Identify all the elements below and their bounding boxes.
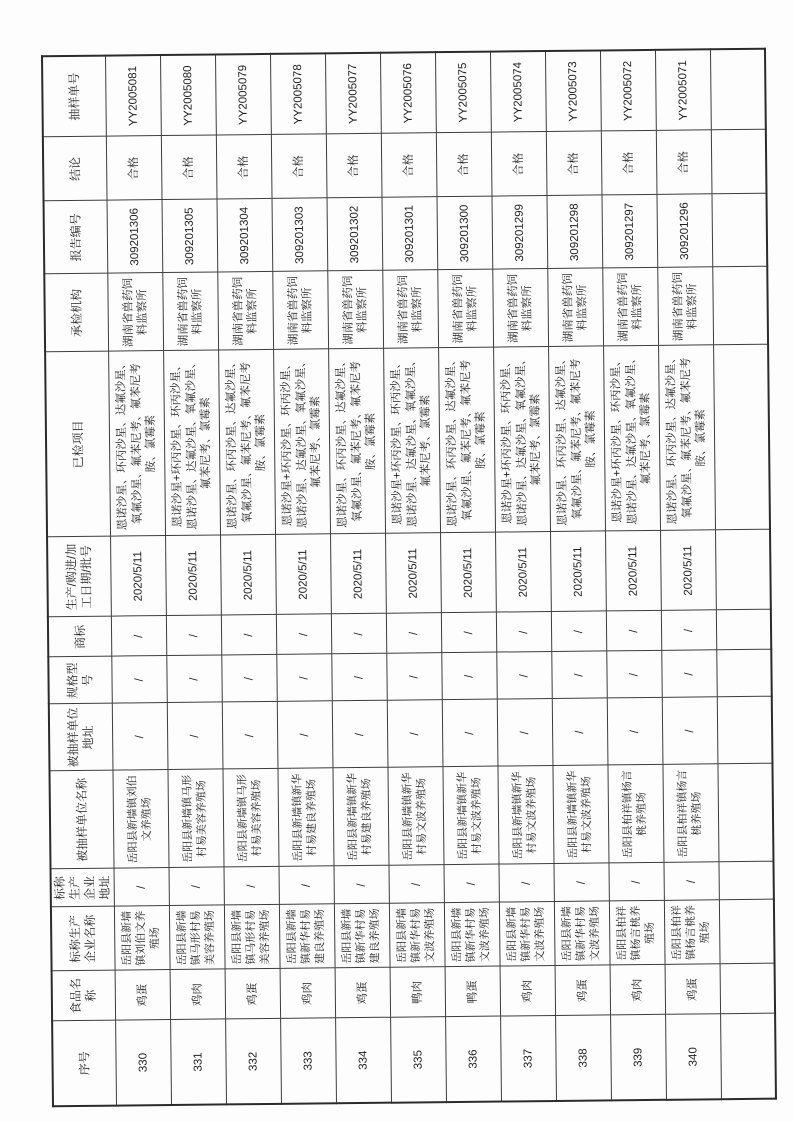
cell-spec-model: / xyxy=(497,652,552,700)
cell-conclusion: 合格 xyxy=(491,132,547,197)
cell-tested-items: 恩诺沙星、环丙沙星、达氟沙星、氧氟沙星、氟苯尼考、氟苯尼考胺、氯霉素 xyxy=(109,351,166,537)
cell-production-date: 2020/5/11 xyxy=(111,536,167,617)
cell-testing-agency: 湖南省兽药饲料监察所 xyxy=(658,267,714,346)
cell-sampled-unit-name: 岳阳县新墙镇新华村易文波养殖场 xyxy=(443,767,499,866)
cell-food-name: 鸡蛋 xyxy=(115,970,171,1021)
cell-producer-address: / xyxy=(169,867,224,906)
cell-producer-name: 岳阳县新墙镇新华村易文波养殖场 xyxy=(554,901,610,966)
cell-sampled-unit-address: / xyxy=(442,700,498,768)
cell-serial: 338 xyxy=(556,1015,612,1101)
cell-production-date: 2020/5/11 xyxy=(441,533,497,614)
cell-report-no: 309201297 xyxy=(602,195,658,269)
cell-tested-items: 恩诺沙星、环丙沙星、达氟沙星、氧氟沙星、氟苯尼考、氟苯尼考胺、氯霉素 xyxy=(329,349,386,535)
cell-sample-no: YY2005078 xyxy=(270,53,326,135)
cell-producer-name: 岳阳县新墙镇新华村易建良养殖场 xyxy=(334,904,390,969)
cell-sampled-unit-name: 岳阳县新墙镇马形村易美容养殖场 xyxy=(168,769,224,868)
cell-testing-agency xyxy=(713,267,768,346)
cell-food-name: 鸡蛋 xyxy=(225,969,281,1020)
cell-producer-address: / xyxy=(554,863,609,902)
cell-food-name: 鸡肉 xyxy=(500,966,556,1017)
col-header-conclusion: 结论 xyxy=(43,137,107,202)
cell-sampled-unit-name: 岳阳县新墙镇新华村易文波养殖场 xyxy=(553,765,609,864)
cell-sampled-unit-name: 岳阳县新墙镇马形村易美容养殖场 xyxy=(223,769,279,868)
cell-report-no xyxy=(712,194,767,268)
cell-sampled-unit-name xyxy=(718,764,773,863)
cell-sample-no: YY2005071 xyxy=(655,49,711,131)
cell-conclusion: 合格 xyxy=(326,134,382,199)
cell-producer-address: / xyxy=(444,865,499,904)
cell-producer-name: 岳阳县新墙镇新华村易文波养殖场 xyxy=(444,903,500,968)
cell-tested-items: 恩诺沙星+环丙沙星、环丙沙星、恩诺沙星、达氟沙星、氧氟沙星、氟苯尼考、氯霉素 xyxy=(274,349,331,535)
cell-trademark: / xyxy=(496,612,551,653)
cell-tested-items: 恩诺沙星、环丙沙星、达氟沙星、氧氟沙星、氟苯尼考、氟苯尼考胺、氯霉素 xyxy=(439,348,496,534)
cell-food-name: 鸭蛋 xyxy=(445,967,501,1018)
cell-tested-items xyxy=(714,345,770,531)
cell-testing-agency: 湖南省兽药饲料监察所 xyxy=(603,268,659,347)
cell-food-name: 鸭肉 xyxy=(390,967,446,1018)
cell-serial: 332 xyxy=(226,1019,282,1105)
cell-sample-no: YY2005074 xyxy=(490,51,546,133)
cell-producer-name: 岳阳县新墙镇新华村易建良养殖场 xyxy=(279,904,335,969)
cell-trademark: / xyxy=(386,613,441,654)
cell-tested-items: 恩诺沙星、环丙沙星、达氟沙星、氧氟沙星、氟苯尼考、氟苯尼考胺、氯霉素 xyxy=(549,346,606,532)
cell-conclusion: 合格 xyxy=(436,133,492,198)
cell-production-date: 2020/5/11 xyxy=(661,530,717,611)
cell-conclusion: 合格 xyxy=(656,130,712,195)
cell-trademark: / xyxy=(221,615,276,656)
cell-producer-name xyxy=(719,900,774,965)
cell-producer-name: 岳阳县新墙镇刘伯文养殖场 xyxy=(114,906,170,971)
cell-serial: 334 xyxy=(336,1018,392,1104)
cell-serial: 340 xyxy=(666,1014,722,1100)
cell-sample-no: YY2005077 xyxy=(325,53,381,135)
cell-sampled-unit-address xyxy=(717,697,772,765)
cell-sampled-unit-address: / xyxy=(662,697,718,765)
col-header-sampled-unit-address: 被抽样单位地址 xyxy=(49,704,113,772)
cell-testing-agency: 湖南省兽药饲料监察所 xyxy=(438,270,494,349)
table-header-row xyxy=(42,56,116,1107)
cell-conclusion: 合格 xyxy=(106,136,162,201)
cell-spec-model: / xyxy=(662,650,717,698)
cell-trademark: / xyxy=(606,611,661,652)
cell-spec-model: / xyxy=(387,653,442,701)
cell-sampled-unit-address: / xyxy=(497,699,553,767)
cell-sampled-unit-name: 岳阳县新墙镇刘伯文养殖场 xyxy=(113,770,169,869)
cell-report-no: 309201304 xyxy=(217,199,273,273)
cell-spec-model: / xyxy=(442,653,497,701)
cell-production-date: 2020/5/11 xyxy=(551,531,607,612)
cell-trademark: / xyxy=(661,610,716,651)
col-header-food-name: 食品名称 xyxy=(52,971,116,1022)
col-header-report-no: 报告编号 xyxy=(44,201,108,275)
table-body xyxy=(106,49,776,1106)
cell-producer-name: 岳阳县新墙镇新华村易文波养殖场 xyxy=(389,903,445,968)
cell-spec-model: / xyxy=(552,651,607,699)
col-header-sampled-unit-name: 被抽样单位名称 xyxy=(49,771,114,870)
cell-testing-agency: 湖南省兽药饲料监察所 xyxy=(218,272,274,351)
col-header-producer-name: 标称生产企业名称 xyxy=(51,907,115,972)
col-header-production-date: 生产/购进/加工日期/批号 xyxy=(47,537,111,618)
cell-sample-no: YY2005075 xyxy=(435,52,491,134)
cell-trademark: / xyxy=(551,611,606,652)
col-header-producer-address: 标称生产企业地址 xyxy=(51,869,115,908)
cell-conclusion: 合格 xyxy=(216,135,272,200)
cell-tested-items: 恩诺沙星+环丙沙星、环丙沙星、恩诺沙星、达氟沙星、氧氟沙星、氟苯尼考、氯霉素 xyxy=(604,346,661,532)
cell-production-date: 2020/5/11 xyxy=(496,532,552,613)
cell-food-name: 鸡肉 xyxy=(610,965,666,1016)
cell-production-date: 2020/5/11 xyxy=(331,534,387,615)
cell-testing-agency: 湖南省兽药饲料监察所 xyxy=(273,271,329,350)
cell-sampled-unit-name: 岳阳县柏祥镇杨言桃养殖场 xyxy=(608,765,664,864)
cell-serial: 339 xyxy=(611,1015,667,1101)
col-header-testing-agency: 承检机构 xyxy=(44,274,108,353)
cell-report-no: 309201296 xyxy=(657,194,713,268)
cell-food-name: 鸡蛋 xyxy=(665,964,721,1015)
cell-trademark: / xyxy=(276,614,331,655)
cell-tested-items: 恩诺沙星+环丙沙星、环丙沙星、恩诺沙星、达氟沙星、氧氟沙星、氟苯尼考、氯霉素 xyxy=(494,347,551,533)
cell-sample-no: YY2005072 xyxy=(600,50,656,132)
cell-serial: 333 xyxy=(281,1018,337,1104)
cell-testing-agency: 湖南省兽药饲料监察所 xyxy=(493,269,549,348)
cell-tested-items: 恩诺沙星+环丙沙星、环丙沙星、恩诺沙星、达氟沙星、氧氟沙星、氟苯尼考、氯霉素 xyxy=(384,348,441,534)
cell-report-no: 309201305 xyxy=(162,199,218,273)
cell-sampled-unit-address: / xyxy=(552,698,608,766)
cell-conclusion: 合格 xyxy=(601,131,657,196)
cell-food-name xyxy=(720,964,775,1015)
cell-trademark: / xyxy=(441,613,496,654)
col-header-sample-no: 抽样单号 xyxy=(42,56,106,138)
cell-testing-agency: 湖南省兽药饲料监察所 xyxy=(163,272,219,351)
cell-producer-name: 岳阳县柏祥镇杨言桃养殖场 xyxy=(609,901,665,966)
cell-spec-model: / xyxy=(332,654,387,702)
cell-conclusion: 合格 xyxy=(381,133,437,198)
cell-sample-no xyxy=(710,49,765,131)
cell-producer-name: 岳阳县柏祥镇杨言桃养殖场 xyxy=(664,900,720,965)
cell-sampled-unit-address: / xyxy=(332,701,388,769)
cell-production-date: 2020/5/11 xyxy=(386,533,442,614)
cell-trademark: / xyxy=(111,616,166,657)
sampling-results-table xyxy=(41,48,776,1108)
cell-sample-no: YY2005080 xyxy=(161,54,217,136)
cell-testing-agency: 湖南省兽药饲料监察所 xyxy=(383,270,439,349)
cell-trademark: / xyxy=(166,615,221,656)
cell-sampled-unit-address: / xyxy=(222,702,278,770)
cell-sample-no: YY2005073 xyxy=(545,50,601,132)
cell-food-name: 鸡肉 xyxy=(280,968,336,1019)
cell-serial: 330 xyxy=(116,1020,172,1106)
cell-food-name: 鸡蛋 xyxy=(335,968,391,1019)
cell-production-date: 2020/5/11 xyxy=(276,534,332,615)
cell-conclusion: 合格 xyxy=(161,135,217,200)
cell-sampled-unit-address: / xyxy=(607,698,663,766)
cell-spec-model: / xyxy=(222,655,277,703)
cell-tested-items: 恩诺沙星、环丙沙星、达氟沙星、氧氟沙星、氟苯尼考、氟苯尼考胺、氯霉素 xyxy=(659,345,716,531)
table-row-empty xyxy=(710,49,775,1100)
cell-report-no: 309201301 xyxy=(382,197,438,271)
cell-spec-model: / xyxy=(607,651,662,699)
col-header-trademark: 商标 xyxy=(48,617,112,658)
cell-sampled-unit-name: 岳阳县新墙镇新华村易文波养殖场 xyxy=(388,767,444,866)
cell-production-date xyxy=(716,530,771,611)
cell-serial: 336 xyxy=(446,1017,502,1103)
cell-conclusion: 合格 xyxy=(271,134,327,199)
cell-producer-address: / xyxy=(224,867,279,906)
cell-production-date: 2020/5/11 xyxy=(221,535,277,616)
cell-report-no: 309201306 xyxy=(107,200,163,274)
cell-sample-no: YY2005081 xyxy=(106,55,162,137)
cell-testing-agency: 湖南省兽药饲料监察所 xyxy=(548,268,604,347)
col-header-serial: 序号 xyxy=(52,1021,116,1107)
cell-sampled-unit-address: / xyxy=(112,703,168,771)
cell-spec-model xyxy=(717,650,771,698)
cell-sampled-unit-name: 岳阳县新墙镇新华村易文波养殖场 xyxy=(498,766,554,865)
cell-producer-address xyxy=(719,862,773,901)
cell-report-no: 309201300 xyxy=(437,197,493,271)
cell-sampled-unit-name: 岳阳县柏祥镇杨言桃养殖场 xyxy=(663,764,719,863)
cell-producer-address: / xyxy=(499,864,554,903)
cell-report-no: 309201299 xyxy=(492,196,548,270)
cell-producer-address: / xyxy=(279,866,334,905)
rotated-table-wrapper xyxy=(41,50,773,1107)
cell-serial: 335 xyxy=(391,1017,447,1103)
cell-sample-no: YY2005079 xyxy=(216,54,272,136)
cell-sampled-unit-address: / xyxy=(387,700,443,768)
header-row xyxy=(42,56,116,1107)
col-header-tested-items: 已检项目 xyxy=(45,352,110,538)
cell-production-date: 2020/5/11 xyxy=(606,531,662,612)
cell-spec-model: / xyxy=(167,655,222,703)
cell-serial: 331 xyxy=(171,1019,227,1105)
cell-producer-address: / xyxy=(389,865,444,904)
cell-report-no: 309201298 xyxy=(547,195,603,269)
cell-producer-name: 岳阳县新墙镇马形村易美容养殖场 xyxy=(169,905,225,970)
cell-producer-name: 岳阳县新墙镇马形村易美容养殖场 xyxy=(224,905,280,970)
cell-tested-items: 恩诺沙星、环丙沙星、达氟沙星、氧氟沙星、氟苯尼考、氟苯尼考胺、氯霉素 xyxy=(219,350,276,536)
cell-producer-address: / xyxy=(664,862,719,901)
cell-testing-agency: 湖南省兽药饲料监察所 xyxy=(108,273,164,352)
cell-spec-model: / xyxy=(277,654,332,702)
cell-sampled-unit-address: / xyxy=(167,702,223,770)
cell-trademark xyxy=(716,610,770,651)
cell-report-no: 309201303 xyxy=(272,198,328,272)
cell-sampled-unit-address: / xyxy=(277,701,333,769)
cell-sample-no: YY2005076 xyxy=(380,52,436,134)
col-header-spec-model: 规格型号 xyxy=(48,657,112,705)
cell-testing-agency: 湖南省兽药饲料监察所 xyxy=(328,271,384,350)
cell-food-name: 鸡蛋 xyxy=(555,965,611,1016)
cell-producer-address: / xyxy=(334,866,389,905)
cell-trademark: / xyxy=(331,614,386,655)
cell-conclusion: 合格 xyxy=(546,131,602,196)
cell-sampled-unit-name: 岳阳县新墙镇新华村易建良养殖场 xyxy=(333,768,389,867)
cell-production-date: 2020/5/11 xyxy=(166,535,222,616)
cell-food-name: 鸡肉 xyxy=(170,969,226,1020)
cell-producer-name: 岳阳县新墙镇新华村易文波养殖场 xyxy=(499,902,555,967)
cell-producer-address: / xyxy=(609,863,664,902)
cell-tested-items: 恩诺沙星+环丙沙星、环丙沙星、恩诺沙星、达氟沙星、氧氟沙星、氟苯尼考、氯霉素 xyxy=(164,350,221,536)
cell-serial xyxy=(721,1014,776,1100)
cell-spec-model: / xyxy=(112,656,167,704)
cell-conclusion xyxy=(711,130,766,195)
cell-report-no: 309201302 xyxy=(327,198,383,272)
cell-serial: 337 xyxy=(501,1016,557,1102)
cell-sampled-unit-name: 岳阳县新墙镇新华村易建良养殖场 xyxy=(278,768,334,867)
cell-producer-address: / xyxy=(114,868,169,907)
